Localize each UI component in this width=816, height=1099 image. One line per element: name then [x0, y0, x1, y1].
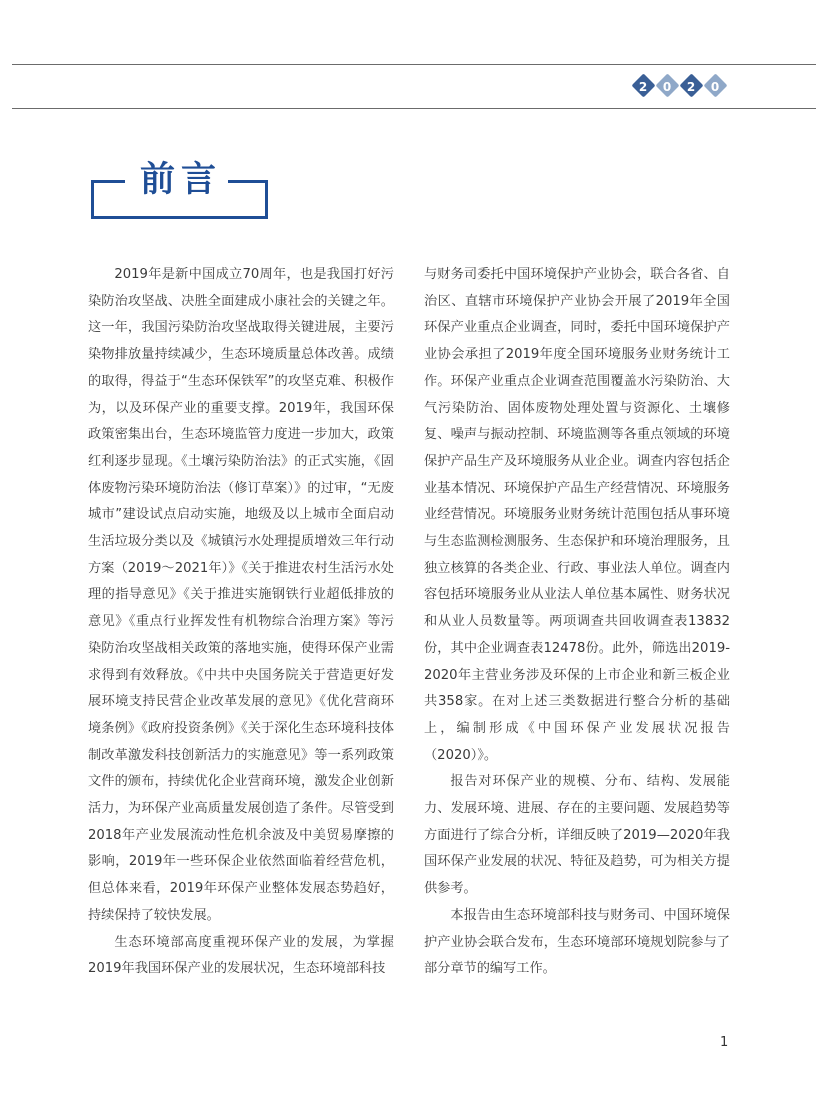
page-number: 1: [720, 1035, 729, 1050]
header-rule-top: [12, 64, 816, 65]
year-badge: [628, 75, 732, 103]
paragraph: 生态环境部高度重视环保产业的发展，为掌握2019年我国环保产业的发展状况，生态环境部科技: [88, 934, 394, 977]
title-frame-top-right: [228, 180, 268, 183]
year-digit-4: 0: [710, 80, 720, 94]
paragraph: 与财务司委托中国环境保护产业协会，联合各省、自治区、直辖市环境保护产业协会开展了2019年全国环保产业重点企业调查，同时，委托中国环境保护产业协会承担了2019年度全国环境服务业财务统计工作。环保产业重点企业调查范围覆盖水污染防治、大气污染防治、固体废物处理处置与资源化、土壤修复、噪声与振动控制、环境监测等各重点领域的环境保护产品生产及环境服务从业企业。调查内容包括企业基本情况、环境保护产品生产经营情况、环境服务业经营情况。环境服务业财务统计范围包括从事环境与生态监测检测服务、生态保护和环境治理服务，且独立核算的各类企业、行政、事业法人单位。调查内容包括环境服务业从业法人单位基本属性、财务状况和从业人员数量等。两项调查共回收调查表13832份，其中企业调查表12478份。此外，筛选出2019-2020年主营业务涉及环保的上市企业和新三板企业共358家。在对上述三类数据进行整合分析的基础上，编制形成《中国环保产业发展状况报告（2020）》。: [424, 267, 730, 763]
body-column-left: [88, 262, 394, 983]
year-digit-1: 2: [638, 80, 648, 94]
header-rule-bottom: [12, 108, 816, 109]
year-digit-3: 2: [686, 80, 696, 94]
page-title: 前言: [140, 159, 223, 200]
paragraph: 2019年是新中国成立70周年，也是我国打好污染防治攻坚战、决胜全面建成小康社会的关键之年。这一年，我国污染防治攻坚战取得关键进展，主要污染物排放量持续减少，生态环境质量总体改善。成绩的取得，得益于“生态环保铁军”的攻坚克难、积极作为，以及环保产业的重要支撑。2019年，我国环保政策密集出台，生态环境监管力度进一步加大，政策红利逐步显现。《土壤污染防治法》的正式实施，《固体废物污染环境防治法（修订草案）》的过审，“无废城市”建设试点启动实施，地级及以上城市全面启动生活垃圾分类以及《城镇污水处理提质增效三年行动方案（2019～2021年）》《关于推进农村生活污水处理的指导意见》《关于推进实施钢铁行业超低排放的意见》《重点行业挥发性有机物综合治理方案》等污染防治攻坚战相关政策的落地实施，使得环保产业需求得到有效释放。《中共中央国务院关于营造更好发展环境支持民营企业改革发展的意见》《优化营商环境条例》《政府投资条例》《关于深化生态环境科技体制改革激发科技创新活力的实施意见》等一系列政策文件的颁布，持续优化企业营商环境，激发企业创新活力，为环保产业高质量发展创造了条件。尽管受到2018年产业发展流动性危机余波及中美贸易摩擦的影响，2019年一些环保企业依然面临着经营危机，但总体来看，2019年环保产业整体发展态势趋好，持续保持了较快发展。: [88, 267, 394, 923]
paragraph: 报告对环保产业的规模、分布、结构、发展能力、发展环境、进展、存在的主要问题、发展趋势等方面进行了综合分析，详细反映了2019—2020年我国环保产业发展的状况、特征及趋势，可为相关方提供参考。: [424, 774, 730, 897]
paragraph: 本报告由生态环境部科技与财务司、中国环境保护产业协会联合发布，生态环境部环境规划院参与了部分章节的编写工作。: [424, 907, 730, 977]
year-digit-2: 0: [662, 80, 672, 94]
body-column-right: [424, 262, 730, 983]
title-frame-top-left: [91, 180, 125, 183]
